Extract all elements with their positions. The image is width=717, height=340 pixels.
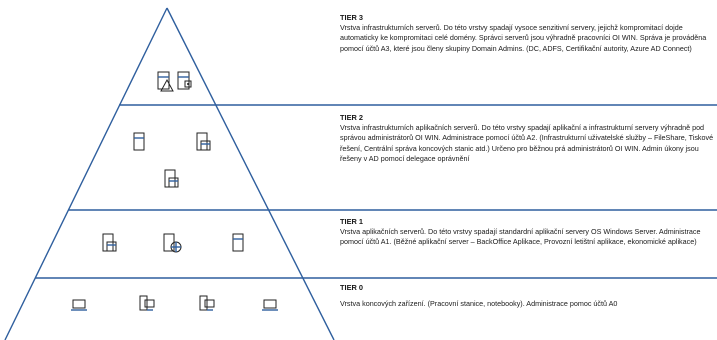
workstation-icon xyxy=(140,296,154,310)
application-server-icon xyxy=(103,234,116,251)
tier-3-block xyxy=(340,13,717,54)
server-icon xyxy=(134,133,144,150)
application-server-icon xyxy=(197,133,210,150)
server-icon xyxy=(233,234,243,251)
tier-3-description: Vrstva infrastrukturních serverů. Do této vrstvy spadají vysoce senzitivní servery, jejichž kompromitací dojde automaticky ke kompromitaci celé domény. Správci serverů jsou výhradně pracovníci OI WIN. Správa je prováděna pomocí účtů A3, které jsou členy skupiny Domain Admins. (DC, ADFS, Certifikační autority, Azure AD Connect) xyxy=(340,23,707,53)
tier-3-title: TIER 3 xyxy=(340,13,363,22)
tier-2-block xyxy=(340,113,717,164)
laptop-icon xyxy=(262,300,278,310)
tier-1-description: Vrstva aplikačních serverů. Do této vrstvy spadají standardní aplikační servery OS Windows Server. Administrace pomocí účtů A1. (Běžné aplikační server – BackOffice Aplikace, Provozní letištní aplikace, ekonomické aplikace) xyxy=(340,227,701,247)
server-lock-icon xyxy=(178,72,191,89)
application-server-icon xyxy=(165,170,178,187)
tier-0-title: TIER 0 xyxy=(340,283,363,292)
pyramid-left-edge xyxy=(5,8,167,340)
server-warning-icon xyxy=(158,72,173,91)
web-server-icon xyxy=(164,234,181,252)
tier-0-description: Vrstva koncových zařízení. (Pracovní stanice, notebooky). Administrace pomoc účtů A0 xyxy=(340,299,618,309)
pyramid-right-edge xyxy=(167,8,334,340)
tier-0-block xyxy=(340,283,717,309)
tier-1-title: TIER 1 xyxy=(340,217,363,226)
tier-2-description: Vrstva infrastrukturních aplikačních serverů. Do této vrstvy spadají aplikační a infrastrukturní servery výhradně pod správou administrátorů OI WIN. Administrace pomocí účtů A2. (Infrastrukturní uživatelské služby – FileShare, Tiskové řešení, Centrální správa koncových stanic atd.) Určeno pro běžnou prá administrátorů OI WIN. Admin úkony jsou řešeny v AD pomocí delegace oprávnění xyxy=(340,123,714,163)
workstation-icon xyxy=(200,296,214,310)
laptop-icon xyxy=(71,300,87,310)
tier-2-title: TIER 2 xyxy=(340,113,363,122)
tier-1-block xyxy=(340,217,717,248)
